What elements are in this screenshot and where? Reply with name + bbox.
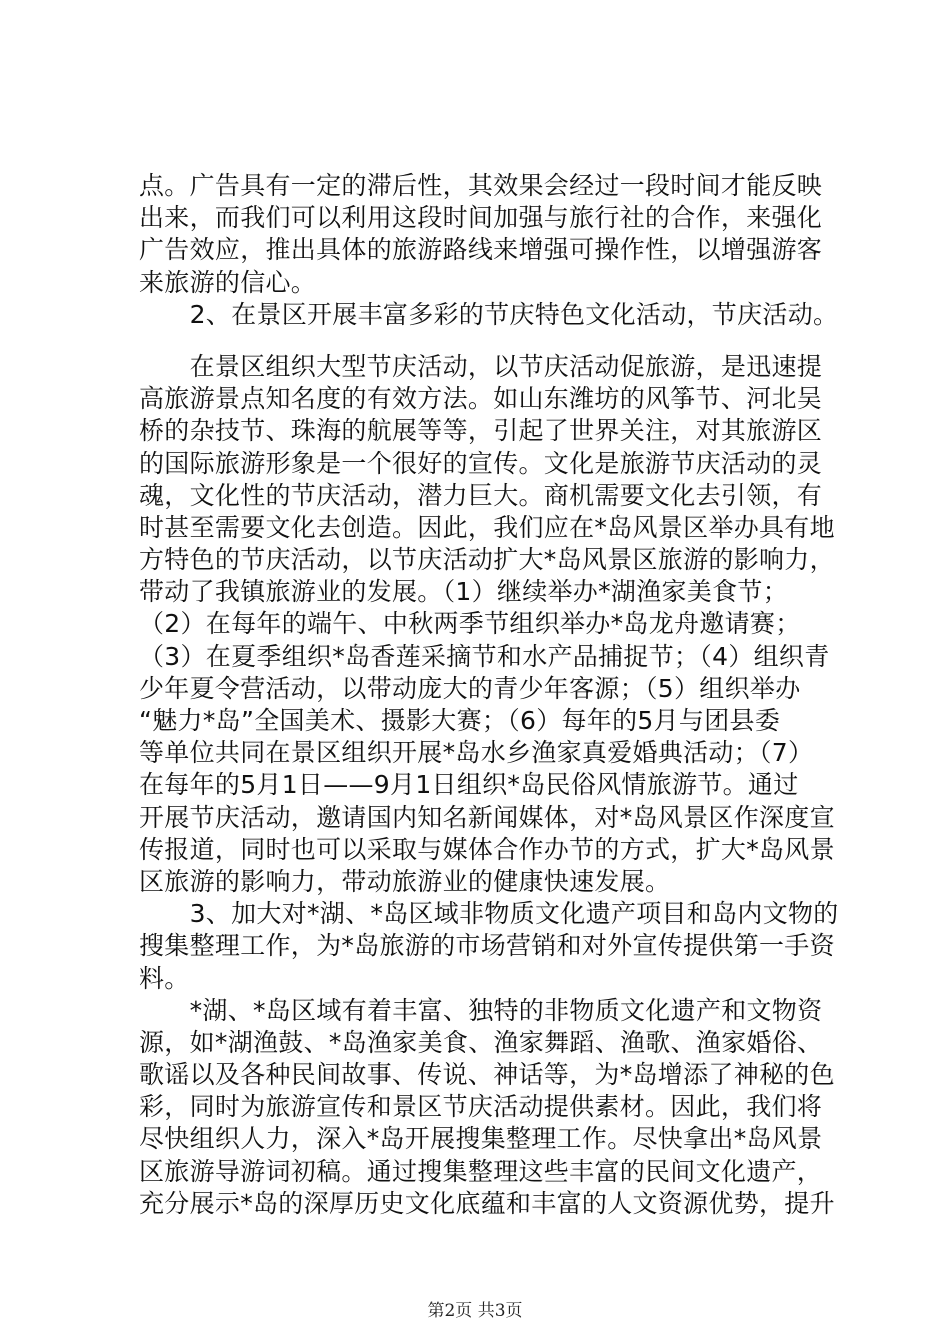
section-heading-2: 2、在景区开展丰富多彩的节庆特色文化活动，节庆活动。	[139, 299, 839, 329]
text-line: 等单位共同在景区组织开展*岛水乡渔家真爱婚典活动；（7）	[139, 738, 814, 768]
text-line: 带动了我镇旅游业的发展。（1）继续举办*湖渔家美食节；	[139, 577, 789, 607]
text-line: 在景区组织大型节庆活动，以节庆活动促旅游，是迅速提	[139, 351, 823, 381]
text-line: 广告效应，推出具体的旅游路线来增强可操作性，以增强游客	[139, 235, 823, 265]
section-heading-3: 3、加大对*湖、*岛区域非物质文化遗产项目和岛内文物的	[139, 899, 839, 929]
text-line: 充分展示*岛的深厚历史文化底蕴和丰富的人文资源优势，提升	[139, 1188, 835, 1218]
text-line: 传报道，同时也可以采取与媒体合作办节的方式，扩大*岛风景	[139, 834, 835, 864]
text-line: 时甚至需要文化去创造。因此，我们应在*岛风景区举办具有地	[139, 512, 835, 542]
text-line: 源，如*湖渔鼓、*岛渔家美食、渔家舞蹈、渔歌、渔家婚俗、	[139, 1027, 823, 1057]
text-line: 魂，文化性的节庆活动，潜力巨大。商机需要文化去引领，有	[139, 480, 823, 510]
text-line: 方特色的节庆活动，以节庆活动扩大*岛风景区旅游的影响力，	[139, 545, 835, 575]
text-line: 点。广告具有一定的滞后性，其效果会经过一段时间才能反映	[139, 171, 823, 200]
text-line: 桥的杂技节、珠海的航展等等，引起了世界关注，对其旅游区	[139, 416, 823, 446]
text-line: （3）在夏季组织*岛香莲采摘节和水产品捕捉节；（4）组织青	[139, 641, 830, 671]
text-line: 出来，而我们可以利用这段时间加强与旅行社的合作，来强化	[139, 203, 823, 233]
text-line: 歌谣以及各种民间故事、传说、神话等，为*岛增添了神秘的色	[139, 1060, 835, 1090]
text-line: 来旅游的信心。	[139, 267, 317, 297]
text-line: “魅力*岛”全国美术、摄影大赛；（6）每年的5月与团县委	[139, 706, 781, 735]
page-number-footer: 第2页 共3页	[427, 1301, 523, 1321]
text-line: 尽快组织人力，深入*岛开展搜集整理工作。尽快拿出*岛风景	[139, 1124, 823, 1154]
text-line: 区旅游的影响力，带动旅游业的健康快速发展。	[139, 866, 671, 896]
text-line: 开展节庆活动，邀请国内知名新闻媒体，对*岛风景区作深度宣	[139, 802, 835, 832]
text-line: *湖、*岛区域有着丰富、独特的非物质文化遗产和文物资	[139, 995, 823, 1025]
document-body	[139, 170, 839, 1220]
text-line: 区旅游导游词初稿。通过搜集整理这些丰富的民间文化遗产，	[139, 1156, 823, 1186]
text-line: 的国际旅游形象是一个很好的宣传。文化是旅游节庆活动的灵	[139, 448, 823, 478]
text-line: 料。	[139, 963, 190, 993]
text-line: 在每年的5月1日——9月1日组织*岛民俗风情旅游节。通过	[139, 770, 799, 800]
text-line: 彩，同时为旅游宣传和景区节庆活动提供素材。因此，我们将	[139, 1092, 823, 1122]
text-line: 少年夏令营活动，以带动庞大的青少年客源；（5）组织举办	[139, 673, 801, 703]
text-line: 高旅游景点知名度的有效方法。如山东潍坊的风筝节、河北吴	[139, 384, 823, 414]
text-line: （2）在每年的端午、中秋两季节组织举办*岛龙舟邀请赛；	[139, 609, 801, 639]
text-line: 搜集整理工作，为*岛旅游的市场营销和对外宣传提供第一手资	[139, 931, 835, 961]
